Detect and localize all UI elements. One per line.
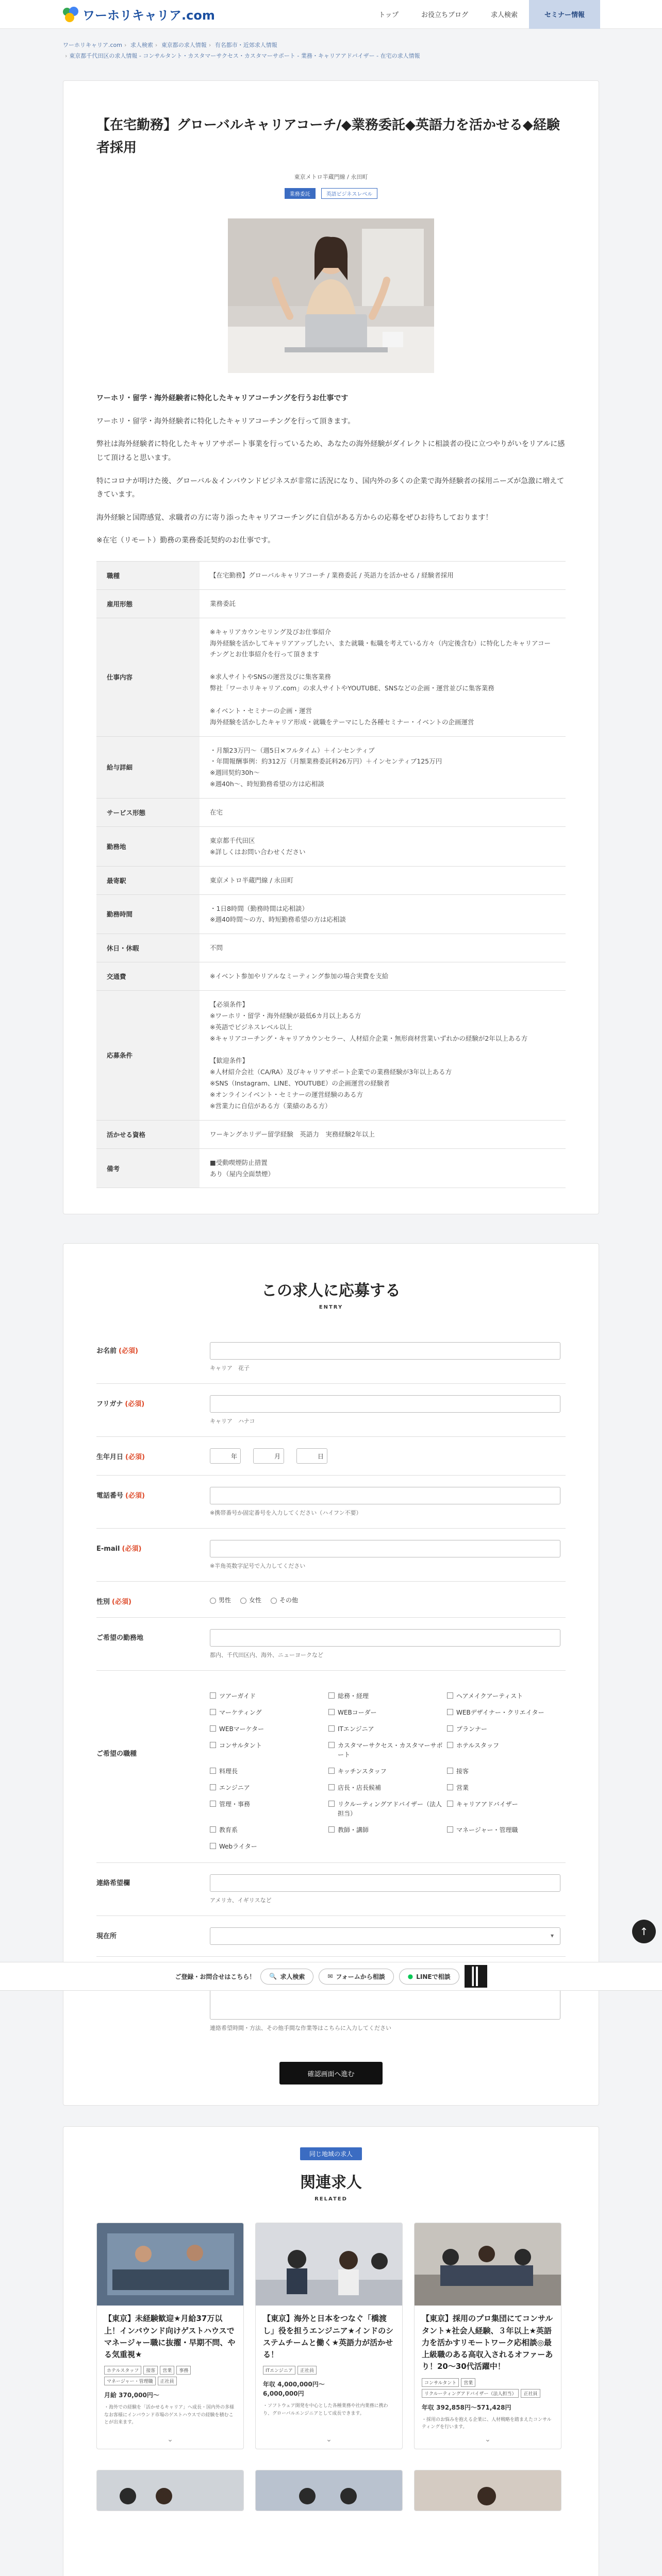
breadcrumb-city[interactable]: 有名都市・近郊求人情報 xyxy=(214,42,277,48)
gender-label: 性別 xyxy=(96,1598,110,1606)
jobtype-option-label: リクルーティングアドバイザー（法人担当） xyxy=(338,1801,442,1818)
birth-year-select[interactable]: 年 xyxy=(210,1448,241,1464)
related-job-card[interactable] xyxy=(96,2223,244,2449)
checkbox-icon xyxy=(210,1725,216,1732)
checkbox-icon xyxy=(210,1692,216,1699)
jobtype-checkbox[interactable] xyxy=(210,1767,328,1776)
related-tag: ホテルスタッフ xyxy=(104,2366,141,2375)
table-row xyxy=(96,894,566,934)
related-job-image xyxy=(256,2223,402,2306)
phone-label: 電話番号 xyxy=(96,1492,124,1500)
job-tags xyxy=(96,188,566,199)
spec-label: 給与詳細 xyxy=(96,736,200,799)
jobtype-checkbox[interactable] xyxy=(328,1708,447,1717)
job-hero-image xyxy=(228,218,434,373)
required-mark: (必須) xyxy=(125,1400,145,1409)
checkbox-icon xyxy=(447,1826,453,1833)
jobtype-checkbox[interactable] xyxy=(328,1783,447,1792)
nav-seminar[interactable]: セミナー情報 xyxy=(529,0,600,29)
breadcrumb: ワーホリキャリア.com › 求人検索 › 東京都の求人情報 › 有名都市・近郊求人情報 › 東京都千代田区の求人情報 - コンサルタント・カスタマーサクセス・カスタマーサポート - 業務・キャリアアドバイザー - 在宅の求人情報 xyxy=(63,42,420,59)
lead-paragraph: ※在宅（リモート）勤務の業務委託契約のお仕事です。 xyxy=(96,536,275,545)
form-row-email xyxy=(96,1528,566,1581)
related-job-desc: ・海外での経験を「活かせるキャリア」へ成長・国内外の多様なお客様にインバウンド市場のゲストハウスでの経験を積むことが出来ます。 xyxy=(104,2405,235,2426)
checkbox-icon xyxy=(447,1742,453,1748)
related-job-image xyxy=(97,2223,243,2306)
jobtype-checkbox[interactable] xyxy=(210,1708,328,1717)
spec-value: ■受動喫煙防止措置 あり（屋内全面禁煙） xyxy=(200,1148,566,1188)
jobtype-checkbox[interactable] xyxy=(447,1825,566,1835)
related-job-desc: ・採用のお悩みを抱える企業に、人材戦略を踏まえたコンサルティングを行います。 xyxy=(422,2417,552,2430)
float-job-search-button[interactable]: 🔍 求人検索 xyxy=(260,1969,313,1985)
jobtype-option-label: Webライター xyxy=(219,1843,257,1851)
checkbox-icon xyxy=(447,1725,453,1732)
jobtype-option-label: マーケティング xyxy=(219,1709,262,1717)
contact-hint: アメリカ、イギリスなど xyxy=(210,1897,272,1904)
jobtype-checkbox[interactable] xyxy=(447,1783,566,1792)
gender-radio-female[interactable]: 女性 xyxy=(240,1596,261,1604)
table-row xyxy=(96,561,566,589)
table-row xyxy=(96,736,566,799)
jobtype-option-label: プランナー xyxy=(456,1725,488,1733)
checkbox-icon xyxy=(210,1784,216,1790)
spec-value: 不問 xyxy=(200,934,566,962)
spec-label: 勤務時間 xyxy=(96,894,200,934)
checkbox-icon xyxy=(328,1709,335,1715)
jobtype-checkbox[interactable] xyxy=(447,1708,566,1717)
jobtype-option-label: カスタマーサクセス・カスタマーサポート xyxy=(338,1742,443,1759)
required-mark: (必須) xyxy=(125,1453,145,1462)
table-row xyxy=(96,1148,566,1188)
jobtype-option-label: ITエンジニア xyxy=(338,1725,374,1733)
related-job-salary: 月給 370,000円〜 xyxy=(104,2392,159,2399)
jobtype-option-label: 接客 xyxy=(456,1768,469,1775)
jobtype-option-label: コンサルタント xyxy=(219,1742,262,1750)
checkbox-icon xyxy=(210,1709,216,1715)
related-tag: 正社員 xyxy=(158,2377,177,2385)
back-to-top-button[interactable] xyxy=(632,1920,656,1943)
spec-label: 職種 xyxy=(96,561,200,589)
table-row xyxy=(96,934,566,962)
jobtype-checkbox[interactable] xyxy=(328,1741,447,1759)
chevron-down-icon: ⌄ xyxy=(485,2435,491,2444)
global-nav xyxy=(367,0,600,29)
jobtype-checkbox[interactable] xyxy=(447,1691,566,1701)
spec-value: 【必須条件】 ※ワーホリ・留学・海外経験が最低6カ月以上ある方 ※英語でビジネスレベル以上 ※キャリアコーチング・キャリアカウンセラー、人材紹介企業・無形商材営業いずれかの経験が2年以上ある方 【歓迎条件】 ※人材紹介会社（CA/RA）及びキャリアサポート企業での業務経験が3年以上ある方 ※SNS（Instagram、LINE、YOUTUBE）の企画運営の経験者 ※オンラインイベント・セミナーの運営経験のある方 ※営業力に自信がある方（業績のある方） xyxy=(200,991,566,1121)
job-detail-card xyxy=(63,80,599,1215)
checkbox-icon xyxy=(210,1826,216,1833)
required-mark: (必須) xyxy=(112,1598,131,1606)
table-row xyxy=(96,826,566,866)
table-row xyxy=(96,991,566,1121)
spec-value: 東京都千代田区 ※詳しくはお問い合わせください xyxy=(200,826,566,866)
related-job-image xyxy=(415,2223,561,2306)
breadcrumb-home[interactable]: ワーホリキャリア.com xyxy=(63,42,122,48)
checkbox-icon xyxy=(328,1742,335,1748)
table-row xyxy=(96,866,566,894)
related-title: 関連求人 xyxy=(300,2174,362,2192)
related-tag: 正社員 xyxy=(297,2366,317,2375)
spec-label: サービス形態 xyxy=(96,799,200,827)
lead-paragraph: 弊社は海外経験者に特化したキャリアサポート事業を行っているため、あなたの海外経験がダイレクトに相談者の役に立つやりがいをリアルに感じて頂けると思います。 xyxy=(96,440,565,462)
kana-label: フリガナ xyxy=(96,1400,123,1409)
jobtype-option-label: 教師・講師 xyxy=(338,1826,369,1834)
jobtype-checkbox[interactable] xyxy=(447,1724,566,1734)
related-tag: 正社員 xyxy=(521,2389,540,2398)
birth-label: 生年月日 xyxy=(96,1453,124,1462)
form-row-phone xyxy=(96,1475,566,1528)
related-job-tags xyxy=(104,2366,236,2385)
table-row xyxy=(96,618,566,736)
jobtype-option-label: 教育系 xyxy=(219,1826,238,1834)
breadcrumb-search[interactable]: 求人検索 xyxy=(130,42,153,48)
job-title: 【在宅勤務】グローバルキャリアコーチ/◆業務委託◆英語力を活かせる◆経験者採用 xyxy=(96,117,560,156)
related-grid-more xyxy=(96,2470,566,2511)
jobtype-checkbox[interactable] xyxy=(210,1783,328,1792)
form-row-status xyxy=(96,1916,566,1956)
checkbox-icon xyxy=(328,1801,335,1807)
spec-label: 活かせる資格 xyxy=(96,1120,200,1148)
related-tag: 営業 xyxy=(461,2378,475,2387)
jobtype-option-label: ヘアメイクアーティスト xyxy=(456,1692,523,1700)
lead-paragraph: 特にコロナが明けた後、グローバル＆インバウンドビジネスが非常に活況になり、国内外の多くの企業で海外経験者の採用ニーズが急激に増えてきています。 xyxy=(96,477,565,499)
related-tag: ITエンジニア xyxy=(263,2366,295,2375)
name-hint: キャリア 花子 xyxy=(210,1365,250,1372)
jobtype-checkbox[interactable] xyxy=(328,1691,447,1701)
entry-form xyxy=(96,1331,566,2043)
table-row xyxy=(96,589,566,618)
confirm-button[interactable]: 確認画面へ進む xyxy=(279,2062,383,2084)
nav-job-search[interactable]: 求人検索 xyxy=(490,11,518,19)
lead-paragraph: 海外経験と国際感覚、求職者の方に寄り添ったキャリアコーチングに自信がある方からの応募をぜひお待ちしております！ xyxy=(96,513,493,522)
table-row xyxy=(96,962,566,991)
checkbox-icon xyxy=(210,1801,216,1807)
related-tag: コンサルタント xyxy=(422,2378,459,2387)
related-job-card[interactable] xyxy=(414,2470,561,2511)
jobtype-checkbox[interactable] xyxy=(210,1691,328,1701)
related-job-title: 【東京】海外と日本をつなぐ「橋渡し」役を担うエンジニア★インドのシステムチームと働く★英語力が活かせる！ xyxy=(263,2314,394,2360)
nav-top[interactable]: トップ xyxy=(378,11,399,19)
required-mark: (必須) xyxy=(122,1545,142,1553)
jobtype-checkbox[interactable] xyxy=(210,1825,328,1835)
spec-label: 応募条件 xyxy=(96,991,200,1121)
checkbox-icon xyxy=(210,1843,216,1849)
jobtype-checkbox[interactable] xyxy=(447,1800,566,1818)
checkbox-icon xyxy=(447,1801,453,1807)
spec-label: 仕事内容 xyxy=(96,618,200,736)
arrow-up-icon: ↑ xyxy=(639,1925,649,1938)
jobtype-checkbox[interactable] xyxy=(210,1842,328,1851)
floating-contact-bar xyxy=(0,1962,662,1991)
jobtype-checkbox[interactable] xyxy=(447,1767,566,1776)
status-select[interactable] xyxy=(210,1927,560,1945)
spec-value: 【在宅勤務】グローバルキャリアコーチ / 業務委託 / 英語力を活かせる / 経験者採用 xyxy=(200,561,566,589)
form-row-kana xyxy=(96,1383,566,1436)
related-job-tags xyxy=(263,2366,395,2375)
status-label: 現在所 xyxy=(96,1933,117,1941)
spec-value: ・月額23万円〜（週5日×フルタイム）＋インセンティブ ・年間報酬事例：約312万（月額業務委託料26万円）＋インセンティブ125万円 ※週回契約30h〜 ※週40h〜、時短勤務希望の方は応相談 xyxy=(200,736,566,799)
jobtype-option-label: 営業 xyxy=(456,1784,469,1792)
kana-hint: キャリア ハナコ xyxy=(210,1418,255,1425)
checkbox-icon xyxy=(328,1692,335,1699)
jobtype-option-label: キャリアアドバイザー xyxy=(456,1801,518,1808)
related-badge: 同じ地域の求人 xyxy=(300,2147,362,2160)
jobtype-checkbox[interactable] xyxy=(447,1741,566,1759)
jobtype-option-label: エンジニア xyxy=(219,1784,250,1792)
related-job-card[interactable] xyxy=(255,2470,403,2511)
related-job-tags xyxy=(422,2378,554,2398)
jobtype-option-label: ホテルスタッフ xyxy=(456,1742,500,1750)
checkbox-icon xyxy=(447,1768,453,1774)
jobtype-option-label: WEBコーダー xyxy=(338,1709,377,1717)
jobtype-option-label: 管理・事務 xyxy=(219,1801,251,1808)
form-row-contact xyxy=(96,1862,566,1916)
related-subtitle: RELATED xyxy=(315,2196,347,2202)
form-row-name xyxy=(96,1331,566,1383)
jobtype-option-label: 料理長 xyxy=(219,1768,238,1775)
checkbox-icon xyxy=(447,1692,453,1699)
related-tag: マネージャー・管理職 xyxy=(104,2377,156,2385)
jobtype-checkbox-grid xyxy=(210,1691,566,1851)
related-job-desc: ・ソフトウェア開発を中心とした各種業務や社内業務に携わり、グローバルエンジニアとして成長できます。 xyxy=(263,2403,388,2416)
lead-heading: ワーホリ・留学・海外経験者に特化したキャリアコーチングを行うお仕事です xyxy=(96,394,349,403)
logo-mark-icon xyxy=(62,6,79,23)
related-job-salary: 年収 392,858円〜571,428円 xyxy=(422,2403,511,2411)
spec-value: ※イベント参加やリアルなミーティング参加の場合実費を支給 xyxy=(200,962,566,991)
jobtype-checkbox[interactable] xyxy=(210,1724,328,1734)
spec-value: 東京メトロ半蔵門線 / 永田町 xyxy=(200,866,566,894)
related-job-title: 【東京】採用のプロ集団にてコンサルタント★社会人経験、３年以上★英語力を活かすリモートワーク応相談◎最上級職のある高収入されるオファーあり！20〜30代活躍中！ xyxy=(422,2314,553,2371)
form-row-birth xyxy=(96,1436,566,1475)
spec-value: 在宅 xyxy=(200,799,566,827)
jobtype-checkbox[interactable] xyxy=(328,1724,447,1734)
nav-blog[interactable]: お役立ちブログ xyxy=(421,11,468,19)
form-row-gender xyxy=(96,1581,566,1617)
jobtype-option-label: ツアーガイド xyxy=(219,1692,256,1700)
required-mark: (必須) xyxy=(125,1492,145,1500)
jobtype-option-label: 店長・店長候補 xyxy=(338,1784,382,1792)
qr-code-icon xyxy=(465,1965,487,1988)
birth-day-select[interactable]: 日 xyxy=(296,1448,327,1464)
kana-input[interactable] xyxy=(210,1395,560,1413)
jobtype-checkbox[interactable] xyxy=(328,1825,447,1835)
job-spec-table xyxy=(96,561,566,1189)
site-logo[interactable] xyxy=(62,5,215,23)
area-input[interactable] xyxy=(210,1629,560,1647)
spec-label: 交通費 xyxy=(96,962,200,991)
related-tag: 営業 xyxy=(160,2366,174,2375)
email-input[interactable] xyxy=(210,1540,560,1557)
job-tag: 英語ビジネスレベル xyxy=(321,188,378,199)
checkbox-icon xyxy=(328,1725,335,1732)
chevron-down-icon: ⌄ xyxy=(167,2435,173,2444)
area-label: ご希望の勤務地 xyxy=(96,1634,144,1642)
jobtype-option-label: マネージャー・管理職 xyxy=(456,1826,518,1834)
email-hint: ※半角英数字記号で入力してください xyxy=(210,1563,306,1570)
related-grid xyxy=(96,2223,566,2449)
spec-label: 最寄駅 xyxy=(96,866,200,894)
related-job-card[interactable] xyxy=(96,2470,244,2511)
line-icon: ● xyxy=(407,1973,413,1980)
float-line-button[interactable]: ● LINEで相談 xyxy=(399,1969,459,1985)
checkbox-icon xyxy=(328,1784,335,1790)
name-label: お名前 xyxy=(96,1347,117,1355)
form-row-jobtype xyxy=(96,1670,566,1862)
spec-value: ワーキングホリデー留学経験 英語力 実務経験2年以上 xyxy=(200,1120,566,1148)
checkbox-icon xyxy=(210,1768,216,1774)
breadcrumb-tokyo[interactable]: 東京都の求人情報 xyxy=(161,42,207,48)
job-lead xyxy=(96,392,566,548)
related-tag: 接客 xyxy=(143,2366,158,2375)
spec-label: 休日・休暇 xyxy=(96,934,200,962)
job-location: 東京メトロ半蔵門線 / 永田町 xyxy=(294,174,368,181)
related-job-card[interactable] xyxy=(255,2223,403,2449)
job-tag: 業務委託 xyxy=(285,188,316,199)
jobtype-option-label: WEBデザイナー・クリエイター xyxy=(456,1709,544,1717)
related-tag: リクルーティングアドバイザー（法人担当） xyxy=(422,2389,519,2398)
entry-title: この求人に応募する xyxy=(261,1282,401,1300)
name-input[interactable] xyxy=(210,1342,560,1360)
jobtype-checkbox[interactable] xyxy=(328,1767,447,1776)
checkbox-icon xyxy=(447,1709,453,1715)
notes-hint: 連絡希望時間・方法、その他手間な作業等はこちらに入力してください xyxy=(210,2025,391,2032)
logo-text: ワーホリキャリア.com xyxy=(82,8,215,23)
jobtype-checkbox[interactable] xyxy=(210,1800,328,1818)
related-job-card[interactable] xyxy=(414,2223,561,2449)
spec-label: 雇用形態 xyxy=(96,589,200,618)
related-jobs-card xyxy=(63,2126,599,2576)
required-mark: (必須) xyxy=(119,1347,138,1355)
checkbox-icon xyxy=(328,1768,335,1774)
jobtype-checkbox[interactable] xyxy=(328,1800,447,1818)
related-job-salary: 年収 4,000,000円〜 6,000,000円 xyxy=(263,2381,325,2398)
related-job-title: 【東京】未経験歓迎★月給37万以上！インバウンド向けゲストハウスでマネージャー職に抜擢・早期不問、やる気重視★ xyxy=(104,2314,236,2360)
jobtype-option-label: WEBマーケター xyxy=(219,1725,264,1733)
jobtype-option-label: キッチンスタッフ xyxy=(338,1768,387,1775)
lead-paragraph: ワーホリ・留学・海外経験者に特化したキャリアコーチングを行って頂きます。 xyxy=(96,417,355,426)
jobtype-label: ご希望の職種 xyxy=(96,1750,137,1758)
spec-value: ※キャリアカウンセリング及びお仕事紹介 海外経験を活かしてキャリアアップしたい、また就職・転職を考えている方々（内定後含む）に特化したキャリアコーチングとお仕事紹介を行って頂きます ※求人サイトやSNSの運営及びに集客業務 弊社「ワーホリキャリア.com」の求人サイトやYOUTUBE、SNSなどの企画・運営並びに集客業務 ※イベント・セミナーの企画・運営 海外経験を活かしたキャリア形成・就職をテーマにした各種セミナー・イベントの企画運営 xyxy=(200,618,566,736)
breadcrumb-current[interactable]: 東京都千代田区の求人情報 - コンサルタント・カスタマーサクセス・カスタマーサポート - 業務・キャリアアドバイザー - 在宅の求人情報 xyxy=(69,52,420,59)
checkbox-icon xyxy=(328,1826,335,1833)
related-tag: 事務 xyxy=(176,2366,191,2375)
gender-radio-male[interactable]: 男性 xyxy=(210,1596,231,1604)
table-row xyxy=(96,1120,566,1148)
spec-label: 勤務地 xyxy=(96,826,200,866)
float-bar-label: ご登録・お問合せはこちら！ xyxy=(175,1973,256,1980)
gender-radio-other[interactable]: その他 xyxy=(271,1596,298,1604)
contact-input[interactable] xyxy=(210,1874,560,1892)
search-icon: 🔍 xyxy=(269,1973,277,1980)
site-header xyxy=(0,0,662,29)
phone-input[interactable] xyxy=(210,1487,560,1504)
contact-label: 連絡希望欄 xyxy=(96,1879,130,1888)
birth-month-select[interactable]: 月 xyxy=(253,1448,284,1464)
spec-value: ・1日8時間（勤務時間は応相談） ※週40時間〜の方、時短勤務希望の方は応相談 xyxy=(200,894,566,934)
checkbox-icon xyxy=(447,1784,453,1790)
jobtype-option-label: 総務・経理 xyxy=(338,1692,369,1700)
email-label: E-mail xyxy=(96,1545,120,1553)
chevron-down-icon: ⌄ xyxy=(326,2435,332,2444)
spec-value: 業務委託 xyxy=(200,589,566,618)
mail-icon: ✉ xyxy=(327,1973,333,1980)
jobtype-checkbox[interactable] xyxy=(210,1741,328,1759)
spec-label: 備考 xyxy=(96,1148,200,1188)
phone-hint: ※携帯番号か固定番号を入力してください（ハイフン不要） xyxy=(210,1510,362,1517)
table-row xyxy=(96,799,566,827)
area-hint: 都内、千代田区内、海外、ニューヨークなど xyxy=(210,1652,323,1659)
form-row-area xyxy=(96,1617,566,1670)
checkbox-icon xyxy=(210,1742,216,1748)
float-form-button[interactable]: ✉ フォームから相談 xyxy=(319,1969,393,1985)
entry-subtitle: ENTRY xyxy=(319,1304,343,1311)
